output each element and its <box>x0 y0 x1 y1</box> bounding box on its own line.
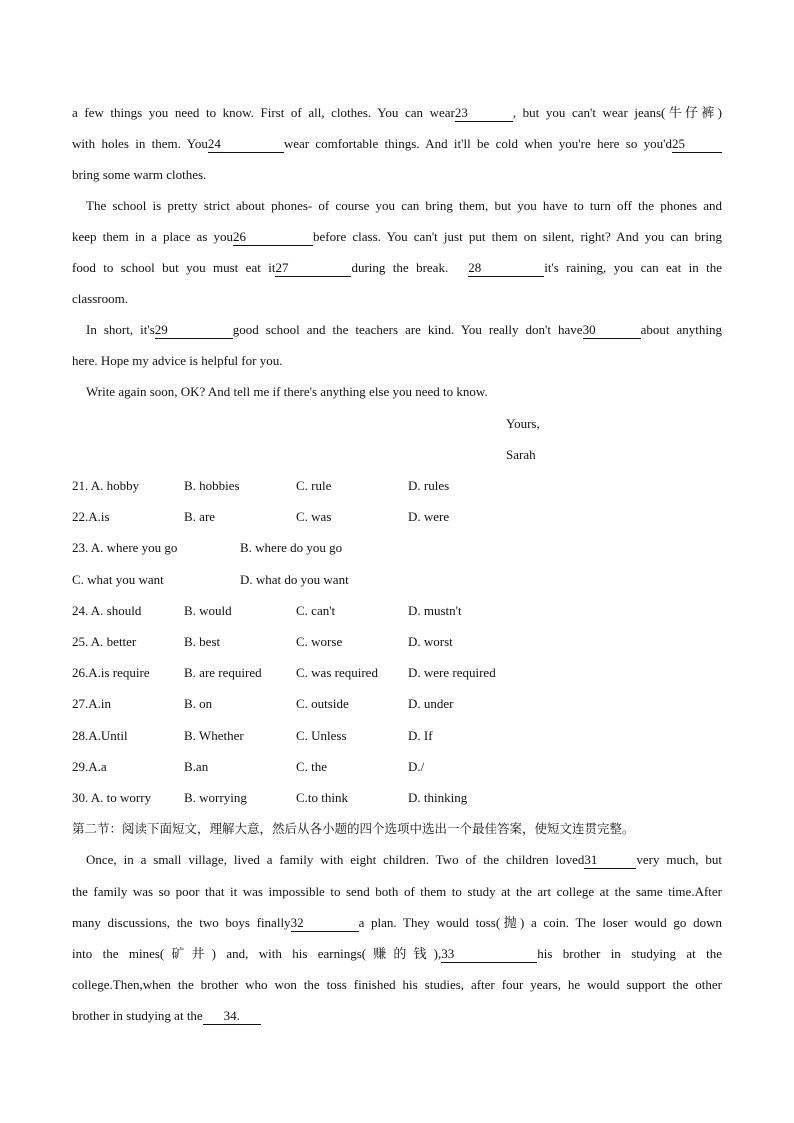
question-23-row-1 <box>72 538 722 558</box>
text: it's raining, you can eat in the <box>544 260 722 275</box>
question-28 <box>72 726 722 746</box>
option-a[interactable]: 26.A.is require <box>72 665 150 680</box>
option-a[interactable]: 24. A. should <box>72 603 142 618</box>
blank-25: 25 <box>672 136 722 153</box>
option-b[interactable]: B.an <box>184 759 209 774</box>
question-24 <box>72 601 722 621</box>
option-c[interactable]: C. what you want <box>72 572 164 587</box>
option-b[interactable]: B. Whether <box>184 728 244 743</box>
text: wear comfortable things. And it'll be cold when you're here so you'd <box>283 136 673 151</box>
blank-34: 34. <box>203 1008 261 1025</box>
blank-32: 32 <box>291 915 359 932</box>
option-b[interactable]: B. are required <box>184 665 262 680</box>
text: , but you can't wear jeans(牛仔裤) <box>512 105 722 120</box>
option-d[interactable]: D. If <box>408 728 433 743</box>
text: about anything <box>640 322 722 337</box>
closing: Yours, <box>506 416 540 431</box>
question-23-row-2 <box>72 570 722 590</box>
option-b[interactable]: B. best <box>184 634 221 649</box>
question-29 <box>72 757 722 777</box>
text: during the break. <box>351 260 449 275</box>
question-30 <box>72 788 722 808</box>
text: The school is pretty strict about phones- of course you can bring them, but you have to turn off the phones and <box>86 198 722 213</box>
signature: Sarah <box>506 447 536 462</box>
text: food to school but you must eat it <box>72 260 276 275</box>
text: college.Then,when the brother who won the toss finished his studies, after four years, he would support the other <box>72 977 722 992</box>
question-26 <box>72 663 722 683</box>
option-b[interactable]: B. are <box>184 509 216 524</box>
option-d[interactable]: D. rules <box>408 478 450 493</box>
option-d[interactable]: D. mustn't <box>408 603 462 618</box>
option-a[interactable]: 29.A.a <box>72 759 107 774</box>
option-c[interactable]: C. rule <box>296 478 332 493</box>
text: bring some warm clothes. <box>72 167 207 182</box>
section2-line-3 <box>72 913 722 933</box>
option-b[interactable]: B. worrying <box>184 790 247 805</box>
text: many discussions, the two boys finally <box>72 915 291 930</box>
option-a[interactable]: 28.A.Until <box>72 728 128 743</box>
option-c[interactable]: C. was <box>296 509 332 524</box>
text: a plan. They would toss(抛) a coin. The loser would go down <box>358 915 722 930</box>
passage-line-1 <box>72 103 722 123</box>
passage-line-8 <box>86 320 722 340</box>
text: before class. You can't just put them on silent, right? And you can bring <box>313 229 722 244</box>
option-b[interactable]: B. where do you go <box>240 540 343 555</box>
section2-line-1 <box>86 850 722 870</box>
option-d[interactable]: D. were <box>408 509 450 524</box>
option-c[interactable]: C. can't <box>296 603 336 618</box>
blank-23: 23 <box>455 105 513 122</box>
blank-24: 24 <box>208 136 284 153</box>
text: Once, in a small village, lived a family with eight children. Two of the children loved <box>86 852 585 867</box>
text: Write again soon, OK? And tell me if there's anything else you need to know. <box>86 384 488 399</box>
blank-28: 28 <box>468 260 544 277</box>
passage-line-7 <box>72 289 722 309</box>
blank-31: 31 <box>584 852 636 869</box>
section2-line-6 <box>72 1006 722 1026</box>
option-d[interactable]: D. what do you want <box>240 572 349 587</box>
passage-line-9 <box>72 351 722 371</box>
section2-line-2 <box>72 882 722 902</box>
question-25 <box>72 632 722 652</box>
option-c[interactable]: C. worse <box>296 634 343 649</box>
option-c[interactable]: C.to think <box>296 790 349 805</box>
option-a[interactable]: 21. A. hobby <box>72 478 140 493</box>
question-27 <box>72 694 722 714</box>
text: here. Hope my advice is helpful for you. <box>72 353 283 368</box>
option-d[interactable]: D. thinking <box>408 790 468 805</box>
blank-30: 30 <box>583 322 641 339</box>
question-22 <box>72 507 722 527</box>
text: a few things you need to know. First of all, clothes. You can wear <box>72 105 455 120</box>
option-d[interactable]: D./ <box>408 759 425 774</box>
option-b[interactable]: B. would <box>184 603 232 618</box>
text: brother in studying at the <box>72 1008 203 1023</box>
option-d[interactable]: D. were required <box>408 665 496 680</box>
option-c[interactable]: C. outside <box>296 696 349 711</box>
text: into the mines(矿井) and, with his earnings(赚的钱), <box>72 946 442 961</box>
text: In short, it's <box>86 322 155 337</box>
option-c[interactable]: C. the <box>296 759 328 774</box>
passage-line-5 <box>72 227 722 247</box>
option-a[interactable]: 27.A.in <box>72 696 111 711</box>
blank-26: 26 <box>233 229 313 246</box>
section-2-title: 第二节：阅读下面短文，理解大意，然后从各小题的四个选项中选出一个最佳答案，使短文连贯完整。 <box>72 821 635 836</box>
question-21 <box>72 476 722 496</box>
blank-29: 29 <box>155 322 233 339</box>
text: classroom. <box>72 291 128 306</box>
text: keep them in a place as you <box>72 229 234 244</box>
section2-line-5 <box>72 975 722 995</box>
passage-line-4 <box>86 196 722 216</box>
option-a[interactable]: 22.A.is <box>72 509 110 524</box>
option-d[interactable]: D. under <box>408 696 454 711</box>
option-c[interactable]: C. Unless <box>296 728 347 743</box>
option-c[interactable]: C. was required <box>296 665 378 680</box>
passage-line-3 <box>72 165 722 185</box>
text: good school and the teachers are kind. You really don't have <box>232 322 583 337</box>
passage-line-2 <box>72 134 722 154</box>
option-d[interactable]: D. worst <box>408 634 453 649</box>
option-a[interactable]: 25. A. better <box>72 634 137 649</box>
text: very much, but <box>636 852 722 867</box>
section2-line-4 <box>72 944 722 964</box>
option-a[interactable]: 23. A. where you go <box>72 540 178 555</box>
passage-line-6 <box>72 258 722 278</box>
text: his brother in studying at the <box>537 946 722 961</box>
option-b[interactable]: B. on <box>184 696 213 711</box>
option-a[interactable]: 30. A. to worry <box>72 790 152 805</box>
text: the family was so poor that it was impossible to send both of them to study at the art college at the same time.After <box>72 884 722 899</box>
text: with holes in them. You <box>72 136 208 151</box>
passage-line-10 <box>86 382 722 402</box>
option-b[interactable]: B. hobbies <box>184 478 240 493</box>
blank-33: 33 <box>441 946 537 963</box>
blank-27: 27 <box>275 260 351 277</box>
